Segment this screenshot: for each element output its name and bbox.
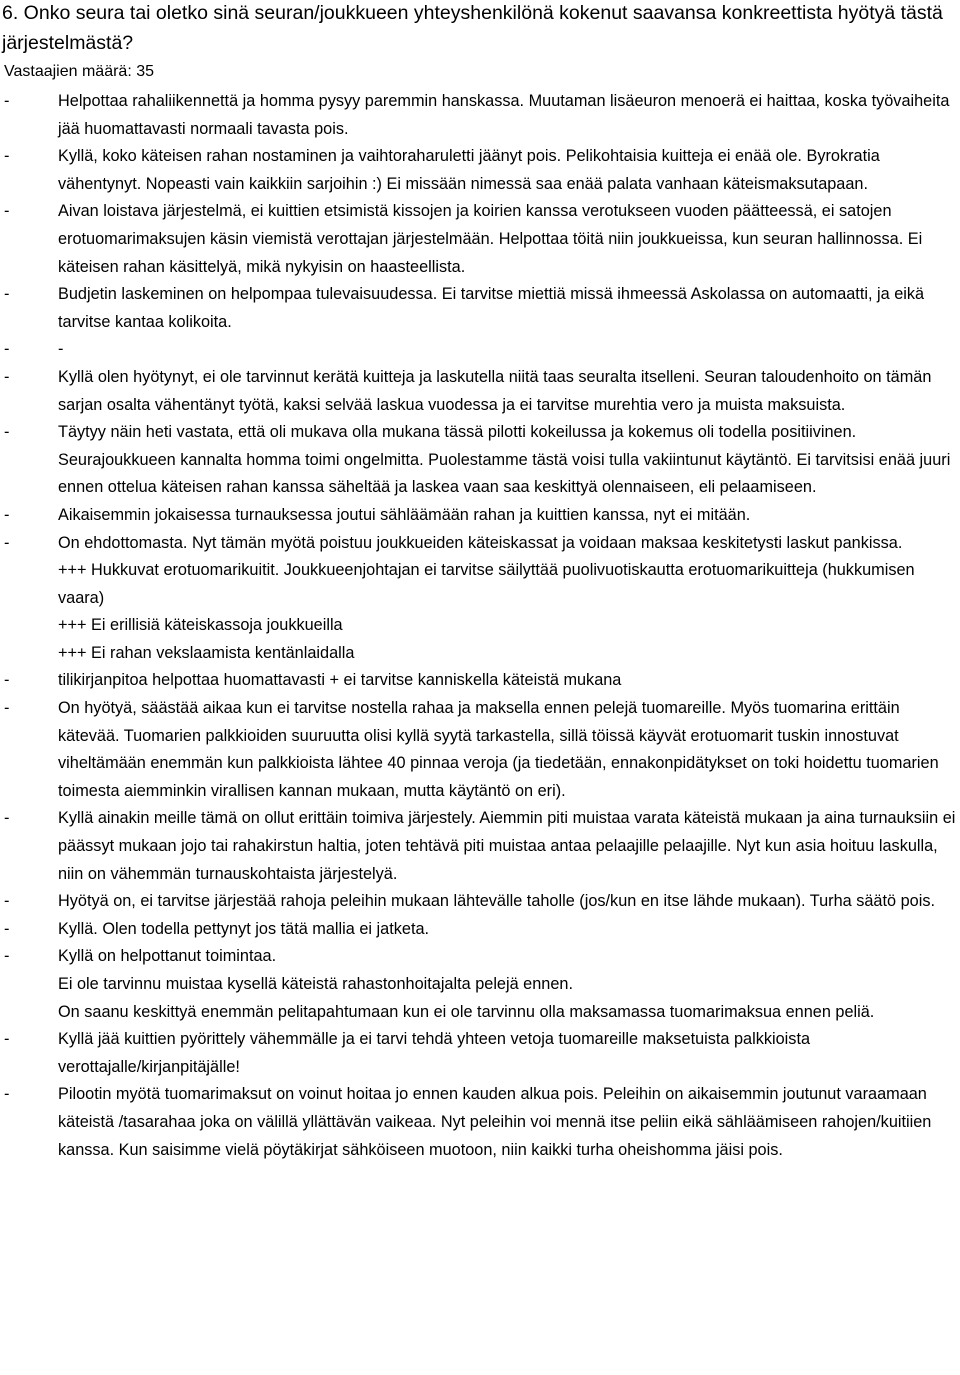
answer-text: Ei ole tarvinnu muistaa kysellä käteistä rahastonhoitajalta pelejä ennen.	[58, 975, 573, 993]
answer-text: +++ Ei rahan vekslaamista kentänlaidalla	[58, 643, 355, 662]
bullet-dash: -	[4, 505, 10, 524]
respondent-count: Vastaajien määrä: 35	[4, 63, 155, 80]
answer-text: tilikirjanpitoa helpottaa huomattavasti + ei tarvitse kanniskella käteistä mukana	[58, 671, 622, 690]
bullet-dash: -	[4, 947, 10, 966]
answer-item	[0, 1081, 960, 1164]
bullet-dash: -	[4, 202, 10, 221]
answer-item	[0, 281, 960, 336]
bullet-dash: -	[4, 367, 10, 386]
answer-text: Kyllä. Olen todella pettynyt jos tätä mallia ei jatketa.	[58, 919, 430, 938]
answer-item	[0, 888, 960, 916]
bullet-dash: -	[4, 92, 10, 110]
answer-list	[0, 88, 960, 1164]
answer-text: Kyllä olen hyötynyt, ei ole tarvinnut kerätä kuitteja ja laskutella niitä taas seuralta itselleni. Seuran taloudenhoito on tämän sarjan osalta vähentänyt työtä, kaksi selvää laskua vuodessa ja ei tarvitse murehtia vero ja muista maksuista.	[58, 367, 932, 414]
answer-item	[0, 502, 960, 530]
answer-item	[0, 667, 960, 695]
bullet-dash: -	[4, 147, 10, 166]
answer-item	[0, 143, 960, 198]
bullet-dash: -	[4, 671, 10, 690]
bullet-dash: -	[4, 1030, 10, 1049]
answer-text: Täytyy näin heti vastata, että oli mukava olla mukana tässä pilotti kokeilussa ja kokemus oli todella positiivinen. Seurajoukkueen kannalta homma toimi ongelmitta. Puolestamme tästä voisi tulla vakiintunut käytäntö. Ei tarvitsisi enää juuri ennen ottelua käteisen rahan kanssa säheltää ja laskea vaan saa keskittyä olennaiseen, eli pelaamiseen.	[58, 423, 951, 497]
answer-text: Kyllä, koko käteisen rahan nostaminen ja vaihtoraharuletti jäänyt pois. Pelikohtaisia kuitteja ei enää ole. Byrokratia vähentynyt. Nopeasti vain kaikkiin sarjoihin :) Ei missään nimessä saa enää palata vanhaan käteismaksutapaan.	[58, 147, 880, 193]
answer-item	[0, 1026, 960, 1081]
answer-text: Aivan loistava järjestelmä, ei kuittien etsimistä kissojen ja koirien kanssa verotukseen vuoden päätteessä, ei satojen erotuomarimaksujen käsin viemistä verottajan järjestelmään. Helpottaa töitä niin joukkueissa, kun seuran hallinnossa. Ei käteisen rahan käsittelyä, mikä nykyisin on haasteellista.	[58, 202, 923, 276]
question-heading: 6. Onko seura tai oletko sinä seuran/joukkueen yhteyshenkilönä kokenut saavansa konkreettista hyötyä tästä järjestelmästä?	[2, 2, 943, 54]
bullet-dash: -	[4, 809, 10, 828]
bullet-dash: -	[4, 340, 10, 359]
answer-text: Aikaisemmin jokaisessa turnauksessa joutui sähläämään rahan ja kuittien kanssa, nyt ei mitään.	[58, 505, 751, 524]
bullet-dash: -	[4, 1085, 10, 1104]
bullet-dash: -	[4, 699, 10, 718]
answer-item	[0, 364, 960, 419]
answer-item	[0, 88, 960, 143]
answer-text: On saanu keskittyä enemmän pelitapahtumaan kun ei ole tarvinnu olla maksamassa tuomarimaksua ennen peliä.	[58, 1002, 875, 1021]
answer-text: -	[58, 340, 64, 359]
answer-item	[0, 198, 960, 281]
answer-item	[0, 916, 960, 944]
answer-text: Kyllä on helpottanut toimintaa.	[58, 947, 277, 966]
answer-item	[0, 530, 960, 668]
answer-item	[0, 695, 960, 805]
answer-text: Kyllä jää kuittien pyörittely vähemmälle ja ei tarvi tehdä yhteen vetoja tuomareille maksetuista palkkioista verottajalle/kirjanpitäjälle!	[58, 1030, 811, 1076]
answer-text: On hyötyä, säästää aikaa kun ei tarvitse nostella rahaa ja maksella ennen pelejä tuomareille. Myös tuomarina erittäin kätevää. Tuomarien palkkioiden suuruutta olisi kyllä syytä tarkastella, sillä töissä käyvät erotuomarit tuskin innostuvat viheltämään enemmän kun palkkioista lähtee 40 pinnaa veroja (ja tiedetään, ennakonpidätykset on toki hoidettu tuomarien toimesta aiemminkin virallisen kannan mukaan, mutta käytäntö on eri).	[58, 699, 939, 800]
bullet-dash: -	[4, 533, 10, 552]
bullet-dash: -	[4, 892, 10, 911]
bullet-dash: -	[4, 919, 10, 938]
answer-text: Budjetin laskeminen on helpompaa tulevaisuudessa. Ei tarvitse miettiä missä ihmeessä Askolassa on automaatti, ja eikä tarvitse kantaa kolikoita.	[58, 285, 925, 331]
answer-text: On ehdottomasta. Nyt tämän myötä poistuu joukkueiden käteiskassat ja voidaan maksaa keskitetysti laskut pankissa.	[58, 533, 903, 552]
answer-item	[0, 805, 960, 888]
answer-text: +++ Ei erillisiä käteiskassoja joukkueilla	[58, 616, 343, 635]
answer-item	[0, 419, 960, 502]
bullet-dash: -	[4, 423, 10, 442]
answer-text: Pilootin myötä tuomarimaksut on voinut hoitaa jo ennen kauden alkua pois. Peleihin on aikaisemmin joutunut varaamaan käteistä /tasarahaa joka on välillä yllättävän vaikeaa. Nyt peleihin voi mennä itse peliin eikä sähläämiseen rahojen/kuitiien kanssa. Kun saisimme vielä pöytäkirjat sähköiseen muotoon, niin kaikki turha oheishomma jäisi pois.	[58, 1085, 932, 1159]
answer-text: Hyötyä on, ei tarvitse järjestää rahoja peleihin mukaan lähtevälle taholle (jos/kun en itse lähde mukaan). Turha säätö pois.	[58, 892, 935, 911]
answer-text: +++ Hukkuvat erotuomarikuitit. Joukkueenjohtajan ei tarvitse säilyttää puolivuotiskautta erotuomarikuitteja (hukkumisen vaara)	[58, 561, 915, 607]
answer-item	[0, 943, 960, 1026]
answer-text: Kyllä ainakin meille tämä on ollut erittäin toimiva järjestely. Aiemmin piti muistaa varata käteistä mukaan ja aina turnauksiin ei päässyt mukaan jojo tai rahakirstun haltia, joten tehtävä piti muistaa antaa pelaajille pelaajille. Nyt kun asia hoituu laskulla, niin on vähemmän turnauskohtaista järjestelyä.	[58, 809, 956, 883]
answer-text: Helpottaa rahaliikennettä ja homma pysyy paremmin hanskassa. Muutaman lisäeuron menoerä ei haittaa, koska työvaiheita jää huomattavasti normaali tavasta pois.	[58, 92, 950, 138]
bullet-dash: -	[4, 285, 10, 304]
answer-item	[0, 336, 960, 364]
